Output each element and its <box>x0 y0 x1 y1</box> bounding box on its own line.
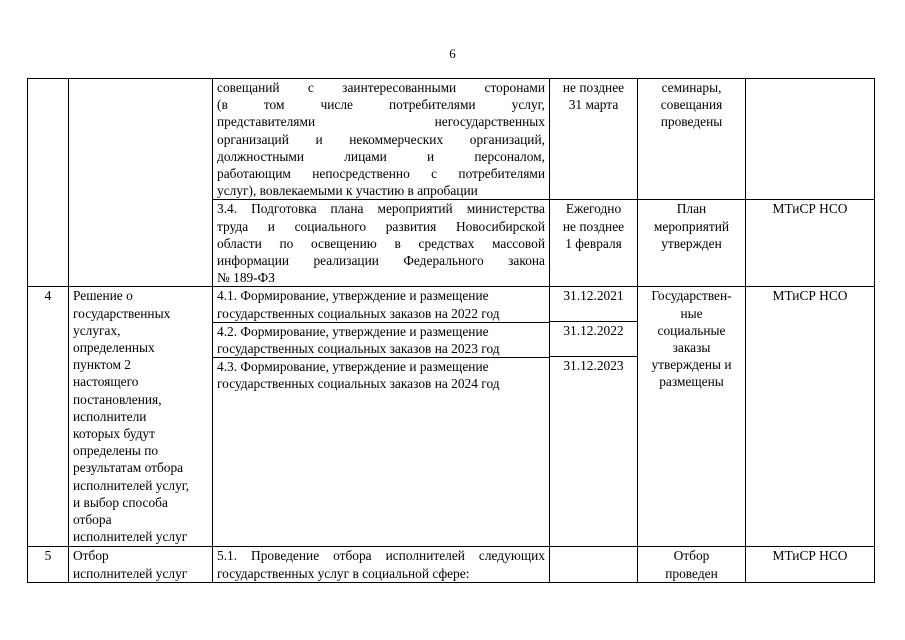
action-line: 3.4. Подготовка плана мероприятий министерства <box>217 201 545 217</box>
sub-action-4-2 <box>213 323 549 358</box>
action-line: № 189-ФЗ <box>217 270 275 286</box>
row-number-cell <box>28 79 69 287</box>
action-line: (в том числе потребителями услуг, <box>217 97 545 113</box>
result-line: утвержден <box>661 235 722 251</box>
row-number-cell: 4 <box>28 287 69 547</box>
event-name-line: отбора <box>73 512 112 528</box>
event-name-line: услугах, <box>73 322 121 338</box>
action-line: труда и социального развития Новосибирской <box>217 218 545 234</box>
executor-cell: МТиСР НСО <box>746 287 875 547</box>
result-line: заказы <box>672 340 711 356</box>
action-cell <box>213 547 550 582</box>
event-name-cell <box>69 287 213 547</box>
row-number-cell: 5 <box>28 547 69 582</box>
executor-cell <box>746 79 875 200</box>
action-cell <box>213 287 550 547</box>
result-line: проведены <box>660 114 723 130</box>
deadline-cell <box>550 200 638 287</box>
action-line: 4.3. Формирование, утверждение и размещение <box>217 359 489 375</box>
action-line: 4.2. Формирование, утверждение и размещение <box>217 323 489 339</box>
result-cell <box>638 547 746 582</box>
result-line: мероприятий <box>653 218 730 234</box>
executor-cell: МТиСР НСО <box>746 200 875 287</box>
deadline-line: не позднее <box>562 80 625 95</box>
table-row <box>28 547 875 582</box>
action-line: должностными лицами и персоналом, <box>217 148 545 164</box>
sub-action-4-3 <box>213 358 549 392</box>
deadline-line: Ежегодно <box>565 201 622 217</box>
event-name-line: пунктом 2 <box>73 357 131 373</box>
action-line: услуг), вовлекаемыми к участию в апробации <box>217 183 478 199</box>
action-line: государственных социальных заказов на 2024 год <box>217 376 500 392</box>
event-name-line: исполнители <box>73 408 147 424</box>
result-line: утверждены и <box>651 357 732 373</box>
event-name-line: Решение о <box>73 288 133 304</box>
event-name-cell <box>69 547 213 582</box>
result-line: Отбор <box>673 548 710 564</box>
action-line: государственных социальных заказов на 2023 год <box>217 341 500 357</box>
result-cell <box>638 79 746 200</box>
event-name-line: исполнителей услуг, <box>73 477 190 493</box>
action-cell <box>213 79 550 200</box>
deadline-cell <box>550 547 638 582</box>
result-line: проведен <box>665 565 718 581</box>
result-line: размещены <box>659 374 724 390</box>
event-name-line: исполнителей услуг <box>73 565 188 581</box>
deadline-line: 31.12.2023 <box>563 358 624 374</box>
executor-cell: МТиСР НСО <box>746 547 875 582</box>
result-cell <box>638 200 746 287</box>
action-line: совещаний с заинтересованными сторонами <box>217 80 545 95</box>
result-line: совещания <box>660 97 723 113</box>
event-name-line: государственных <box>73 305 171 321</box>
result-cell <box>638 287 746 547</box>
deadline-line: 1 февраля <box>565 235 622 251</box>
action-line: организаций и некоммерческих организаций, <box>217 131 545 147</box>
deadline-cell <box>550 287 638 547</box>
result-line: ные <box>680 305 703 321</box>
event-name-line: результатам отбора <box>73 460 184 476</box>
action-line: области по освещению в средствах массовой <box>217 235 545 251</box>
result-line: Государствен- <box>651 288 732 304</box>
deadline-line: не позднее <box>562 218 625 234</box>
deadline-cell <box>550 79 638 200</box>
result-line: семинары, <box>661 80 722 95</box>
result-line: План <box>676 201 707 217</box>
action-cell <box>213 200 550 287</box>
table-row <box>28 79 875 200</box>
event-name-line: определены по <box>73 443 159 459</box>
action-line: информации реализации Федерального закона <box>217 253 545 269</box>
event-name-line: Отбор <box>73 548 109 564</box>
plan-table <box>27 78 875 583</box>
event-name-line: исполнителей услуг <box>73 529 188 545</box>
event-name-line: постановления, <box>73 391 162 407</box>
deadline-line: 31.12.2021 <box>550 287 637 322</box>
event-name-line: настоящего <box>73 374 139 390</box>
table-row <box>28 287 875 547</box>
event-name-line: и выбор способа <box>73 494 168 510</box>
action-line: работающим непосредственно с потребителями <box>217 166 545 182</box>
action-line: государственных социальных заказов на 2022 год <box>217 305 500 321</box>
deadline-line: 31 марта <box>568 97 619 113</box>
page-number: 6 <box>449 46 456 61</box>
event-name-line: которых будут <box>73 426 155 442</box>
action-line: 5.1. Проведение отбора исполнителей следующих <box>217 548 545 564</box>
event-name-cell <box>69 79 213 287</box>
sub-action-4-1 <box>213 287 549 322</box>
result-line: социальные <box>657 322 726 338</box>
action-line: государственных услуг в социальной сфере: <box>217 565 470 581</box>
event-name-line: определенных <box>73 340 155 356</box>
action-line: 4.1. Формирование, утверждение и размещение <box>217 288 489 304</box>
action-line: представителями негосударственных <box>217 114 545 130</box>
deadline-line: 31.12.2022 <box>550 322 637 357</box>
